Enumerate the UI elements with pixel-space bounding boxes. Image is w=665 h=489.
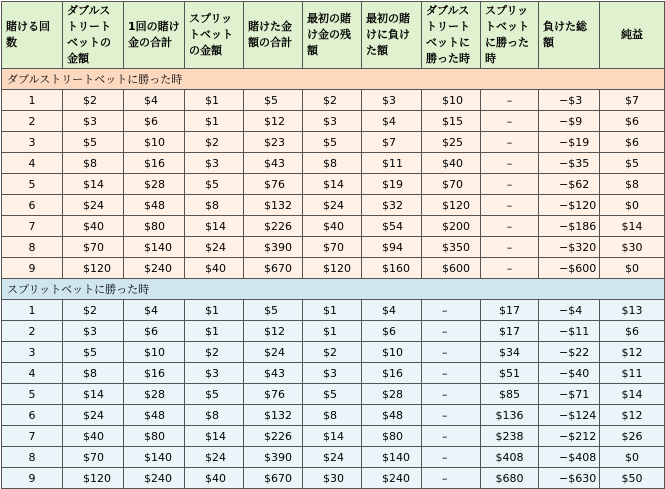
table-cell: $1 [185, 111, 244, 132]
table-cell: −$320 [539, 237, 600, 258]
table-cell: $24 [303, 195, 362, 216]
table-cell: $2 [185, 132, 244, 153]
table-cell: 2 [2, 111, 63, 132]
table-cell: 6 [2, 405, 63, 426]
table-cell: $7 [362, 132, 422, 153]
table-cell: $40 [185, 468, 244, 489]
section-title: ダブルストリートベットに勝った時 [2, 69, 665, 90]
table-body [2, 69, 665, 489]
table-cell: $140 [124, 237, 185, 258]
table-cell: $4 [362, 111, 422, 132]
table-row [2, 174, 665, 195]
table-cell: $40 [422, 153, 481, 174]
table-cell: 3 [2, 342, 63, 363]
table-cell: −$408 [539, 447, 600, 468]
table-cell: $140 [362, 447, 422, 468]
table-row [2, 153, 665, 174]
table-cell: $3 [185, 153, 244, 174]
table-cell: $7 [600, 90, 665, 111]
table-cell: $3 [63, 321, 124, 342]
table-cell: $14 [63, 174, 124, 195]
table-cell: $12 [244, 321, 303, 342]
table-cell: $10 [362, 342, 422, 363]
header-total-loss: 負けた総額 [539, 2, 600, 69]
table-cell: $70 [63, 237, 124, 258]
table-cell: $5 [185, 384, 244, 405]
table-cell: $5 [303, 384, 362, 405]
header-split-amount: スプリットベットの金額 [185, 2, 244, 69]
table-cell: $76 [244, 174, 303, 195]
table-row [2, 426, 665, 447]
table-cell: $5 [244, 300, 303, 321]
table-cell: $238 [481, 426, 539, 447]
table-cell: $48 [124, 195, 185, 216]
table-cell: $24 [63, 405, 124, 426]
table-cell: $10 [422, 90, 481, 111]
table-cell: −$212 [539, 426, 600, 447]
table-cell: $670 [244, 468, 303, 489]
table-row [2, 321, 665, 342]
betting-table [1, 1, 665, 489]
table-row [2, 90, 665, 111]
table-cell: $140 [124, 447, 185, 468]
table-cell: $680 [481, 468, 539, 489]
table-row [2, 447, 665, 468]
table-cell: $2 [185, 342, 244, 363]
table-cell: $1 [185, 321, 244, 342]
table-cell: −$120 [539, 195, 600, 216]
table-cell: – [481, 132, 539, 153]
table-cell: $5 [185, 174, 244, 195]
table-cell: – [422, 447, 481, 468]
table-cell: $240 [124, 468, 185, 489]
table-cell: $0 [600, 258, 665, 279]
table-cell: $132 [244, 195, 303, 216]
table-cell: 3 [2, 132, 63, 153]
table-cell: $160 [362, 258, 422, 279]
table-cell: $390 [244, 237, 303, 258]
table-cell: −$124 [539, 405, 600, 426]
table-cell: – [481, 153, 539, 174]
table-cell: $6 [600, 132, 665, 153]
table-cell: $6 [124, 321, 185, 342]
table-cell: $5 [303, 132, 362, 153]
table-cell: $132 [244, 405, 303, 426]
table-cell: −$630 [539, 468, 600, 489]
header-first-bet-remaining: 最初の賭け金の残額 [303, 2, 362, 69]
table-row [2, 195, 665, 216]
table-cell: $14 [303, 426, 362, 447]
table-cell: $80 [124, 426, 185, 447]
table-cell: $390 [244, 447, 303, 468]
table-row [2, 132, 665, 153]
table-cell: $94 [362, 237, 422, 258]
header-row [2, 2, 665, 69]
table-cell: $11 [362, 153, 422, 174]
table-cell: 1 [2, 300, 63, 321]
table-row [2, 468, 665, 489]
section-header [2, 279, 665, 300]
table-cell: $240 [124, 258, 185, 279]
table-row [2, 237, 665, 258]
table-cell: 7 [2, 216, 63, 237]
table-cell: $10 [124, 132, 185, 153]
table-cell: $43 [244, 363, 303, 384]
table-cell: $1 [303, 321, 362, 342]
table-cell: −$62 [539, 174, 600, 195]
table-cell: $34 [481, 342, 539, 363]
table-cell: $226 [244, 216, 303, 237]
table-cell: $6 [362, 321, 422, 342]
table-cell: $14 [303, 174, 362, 195]
table-cell: $17 [481, 300, 539, 321]
table-cell: $30 [303, 468, 362, 489]
table-cell: $70 [63, 447, 124, 468]
table-row [2, 405, 665, 426]
table-cell: $1 [303, 300, 362, 321]
table-cell: 9 [2, 258, 63, 279]
table-cell: 2 [2, 321, 63, 342]
table-cell: −$22 [539, 342, 600, 363]
header-round-total: 1回の賭け金の合計 [124, 2, 185, 69]
table-cell: $17 [481, 321, 539, 342]
table-cell: $24 [244, 342, 303, 363]
table-cell: $43 [244, 153, 303, 174]
table-cell: −$4 [539, 300, 600, 321]
table-cell: – [481, 111, 539, 132]
table-cell: $8 [185, 195, 244, 216]
table-cell: $19 [362, 174, 422, 195]
table-cell: – [481, 90, 539, 111]
section-title: スプリットベットに勝った時 [2, 279, 665, 300]
table-cell: $8 [63, 153, 124, 174]
table-cell: 4 [2, 153, 63, 174]
table-cell: $14 [63, 384, 124, 405]
table-cell: $2 [63, 300, 124, 321]
table-cell: $8 [303, 153, 362, 174]
table-cell: – [481, 195, 539, 216]
table-cell: – [422, 300, 481, 321]
table-cell: −$35 [539, 153, 600, 174]
table-cell: $0 [600, 195, 665, 216]
table-cell: $120 [303, 258, 362, 279]
table-cell: $8 [303, 405, 362, 426]
table-cell: $40 [63, 426, 124, 447]
table-cell: −$600 [539, 258, 600, 279]
table-cell: $12 [244, 111, 303, 132]
table-cell: $3 [362, 90, 422, 111]
table-cell: $200 [422, 216, 481, 237]
table-cell: $1 [185, 90, 244, 111]
table-cell: – [481, 216, 539, 237]
table-cell: $2 [63, 90, 124, 111]
table-cell: 7 [2, 426, 63, 447]
header-double-street-amount: ダブルストリートベットの金額 [63, 2, 124, 69]
table-cell: $16 [124, 153, 185, 174]
table-cell: $3 [303, 363, 362, 384]
table-cell: $5 [244, 90, 303, 111]
header-net-profit: 純益 [600, 2, 665, 69]
table-cell: $23 [244, 132, 303, 153]
table-cell: $6 [600, 321, 665, 342]
table-cell: $24 [63, 195, 124, 216]
table-cell: $14 [185, 426, 244, 447]
table-cell: $80 [362, 426, 422, 447]
table-cell: $5 [63, 132, 124, 153]
header-double-street-win: ダブルストリートベットに勝った時 [422, 2, 481, 69]
table-cell: $32 [362, 195, 422, 216]
table-cell: $13 [600, 300, 665, 321]
table-cell: $8 [63, 363, 124, 384]
table-cell: $5 [600, 153, 665, 174]
table-cell: $24 [185, 237, 244, 258]
table-cell: – [422, 426, 481, 447]
table-cell: $2 [303, 342, 362, 363]
table-row [2, 300, 665, 321]
table-cell: $6 [600, 111, 665, 132]
table-cell: $120 [63, 258, 124, 279]
table-cell: −$40 [539, 363, 600, 384]
table-cell: −$9 [539, 111, 600, 132]
table-cell: $16 [362, 363, 422, 384]
table-cell: $350 [422, 237, 481, 258]
table-cell: $70 [422, 174, 481, 195]
table-cell: $48 [124, 405, 185, 426]
table-cell: $12 [600, 342, 665, 363]
table-cell: −$71 [539, 384, 600, 405]
table-cell: $80 [124, 216, 185, 237]
table-cell: 8 [2, 447, 63, 468]
section-header [2, 69, 665, 90]
table-cell: $16 [124, 363, 185, 384]
table-cell: $15 [422, 111, 481, 132]
table-cell: 1 [2, 90, 63, 111]
table-cell: $26 [600, 426, 665, 447]
table-cell: −$19 [539, 132, 600, 153]
table-cell: $14 [185, 216, 244, 237]
header-bet-number: 賭ける回数 [2, 2, 63, 69]
table-cell: $4 [124, 300, 185, 321]
table-cell: $28 [362, 384, 422, 405]
table-cell: $85 [481, 384, 539, 405]
table-cell: $3 [63, 111, 124, 132]
table-row [2, 258, 665, 279]
table-cell: $12 [600, 405, 665, 426]
table-cell: $25 [422, 132, 481, 153]
table-cell: – [422, 384, 481, 405]
table-cell: $10 [124, 342, 185, 363]
table-row [2, 363, 665, 384]
table-cell: $28 [124, 174, 185, 195]
table-cell: $14 [600, 384, 665, 405]
table-cell: 9 [2, 468, 63, 489]
table-cell: −$186 [539, 216, 600, 237]
table-cell: $120 [422, 195, 481, 216]
table-cell: $24 [185, 447, 244, 468]
table-cell: – [422, 363, 481, 384]
table-cell: $136 [481, 405, 539, 426]
table-row [2, 384, 665, 405]
table-cell: $3 [303, 111, 362, 132]
table-cell: $14 [600, 216, 665, 237]
table-cell: $51 [481, 363, 539, 384]
table-cell: $54 [362, 216, 422, 237]
table-cell: $600 [422, 258, 481, 279]
table-cell: 8 [2, 237, 63, 258]
table-cell: $76 [244, 384, 303, 405]
table-cell: $5 [63, 342, 124, 363]
table-cell: – [481, 174, 539, 195]
table-cell: $1 [185, 300, 244, 321]
table-cell: $4 [362, 300, 422, 321]
table-cell: $226 [244, 426, 303, 447]
header-split-win: スプリットベットに勝った時 [481, 2, 539, 69]
table-cell: – [422, 342, 481, 363]
table-cell: $30 [600, 237, 665, 258]
table-cell: 5 [2, 174, 63, 195]
table-cell: – [422, 405, 481, 426]
table-cell: – [481, 258, 539, 279]
table-cell: $0 [600, 447, 665, 468]
table-cell: $8 [185, 405, 244, 426]
table-cell: −$3 [539, 90, 600, 111]
table-cell: 5 [2, 384, 63, 405]
table-cell: $4 [124, 90, 185, 111]
table-cell: $70 [303, 237, 362, 258]
header-first-bet-loss: 最初の賭けに負けた額 [362, 2, 422, 69]
table-row [2, 342, 665, 363]
table-cell: $240 [362, 468, 422, 489]
table-cell: $6 [124, 111, 185, 132]
table-cell: $50 [600, 468, 665, 489]
table-cell: – [422, 321, 481, 342]
table-cell: $11 [600, 363, 665, 384]
table-cell: $408 [481, 447, 539, 468]
table-cell: – [422, 468, 481, 489]
table-cell: $24 [303, 447, 362, 468]
table-cell: $120 [63, 468, 124, 489]
table-cell: $48 [362, 405, 422, 426]
table-row [2, 216, 665, 237]
table-cell: $40 [63, 216, 124, 237]
table-cell: $28 [124, 384, 185, 405]
table-cell: $8 [600, 174, 665, 195]
table-cell: $2 [303, 90, 362, 111]
table-row [2, 111, 665, 132]
table-cell: $40 [303, 216, 362, 237]
table-cell: 6 [2, 195, 63, 216]
table-cell: $3 [185, 363, 244, 384]
table-cell: $40 [185, 258, 244, 279]
header-cumulative-bet: 賭けた金額の合計 [244, 2, 303, 69]
table-cell: −$11 [539, 321, 600, 342]
table-cell: 4 [2, 363, 63, 384]
table-cell: – [481, 237, 539, 258]
table-cell: $670 [244, 258, 303, 279]
